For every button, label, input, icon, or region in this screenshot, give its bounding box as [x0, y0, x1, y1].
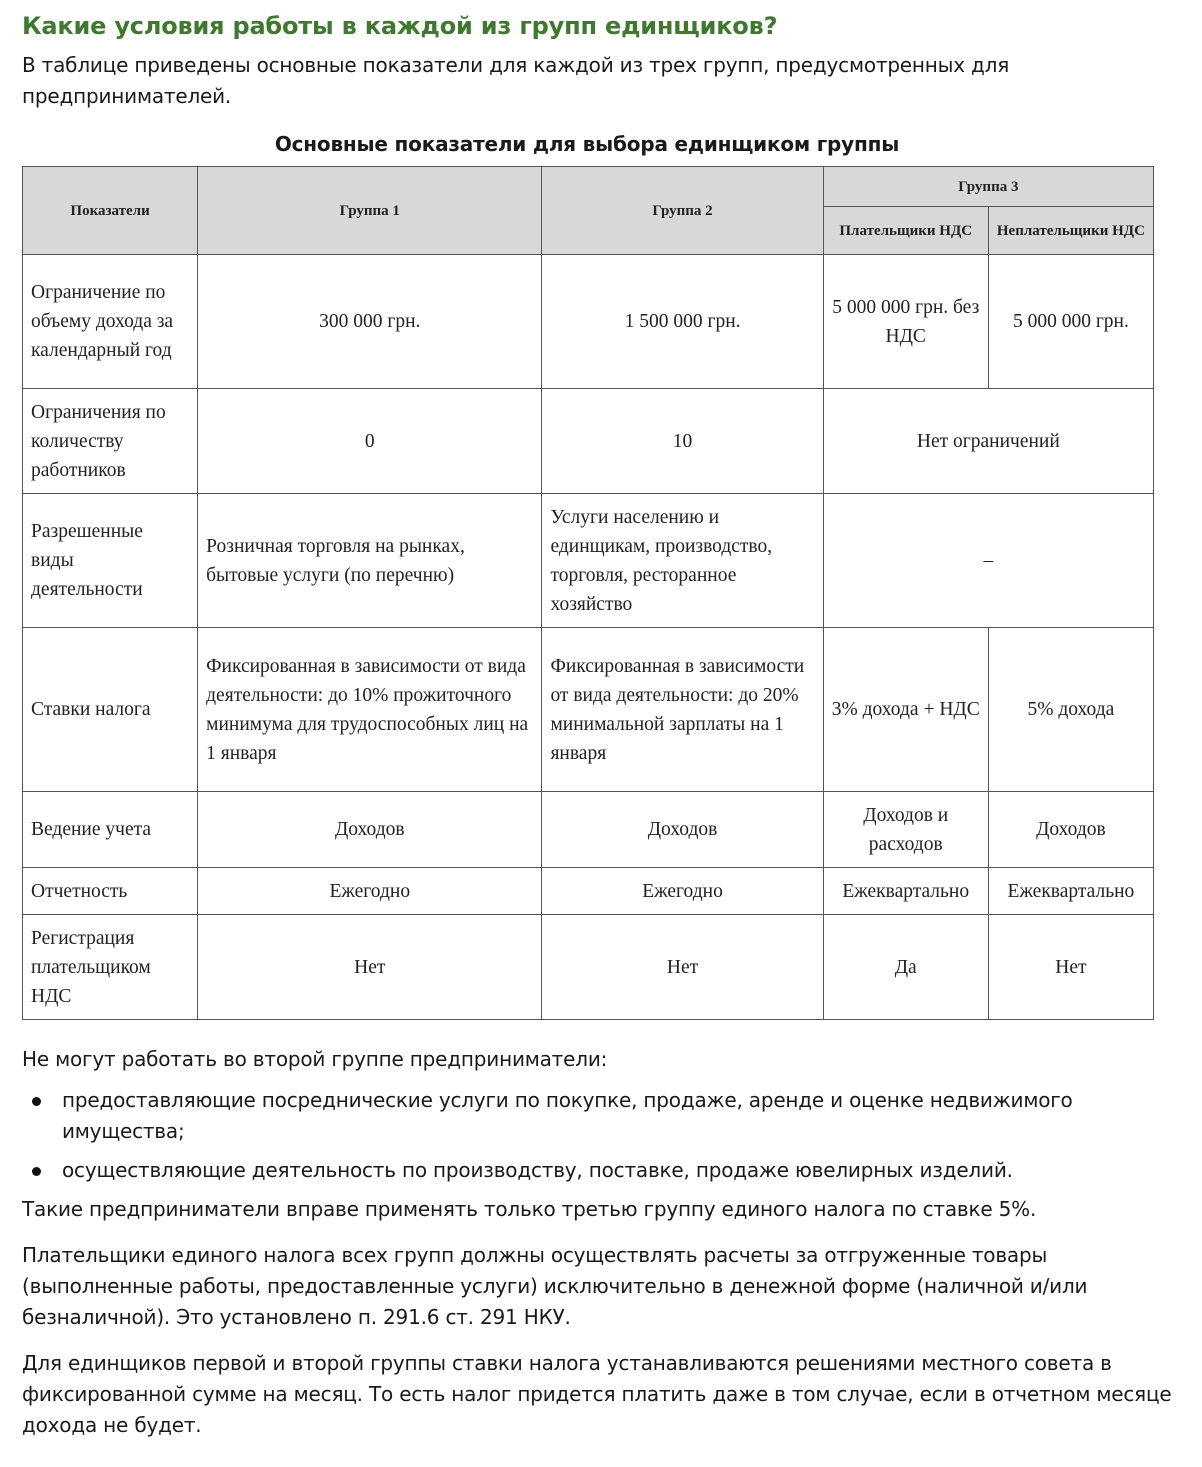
cell-group-3-non-vat: 5% дохода [988, 628, 1153, 792]
restriction-lead: Не могут работать во второй группе предприниматели: [22, 1047, 608, 1071]
row-label: Ставки налога [23, 628, 198, 792]
cell-group-3-vat: Ежеквартально [823, 868, 988, 915]
cell-group-1: Доходов [198, 792, 542, 868]
paragraph-third-group: Такие предприниматели вправе применять только третью группу единого налога по ставке 5%. [22, 1197, 1037, 1221]
after-table-text [22, 1044, 1192, 1441]
bullet-icon [32, 1167, 41, 1176]
table-row [23, 389, 1154, 494]
cell-group-2: 1 500 000 грн. [542, 255, 823, 389]
section-heading: Какие условия работы в каждой из групп единщиков? [22, 12, 778, 40]
row-label: Ведение учета [23, 792, 198, 868]
indicators-table [22, 166, 1154, 1020]
cell-group-1: Розничная торговля на рынках, бытовые услуги (по перечню) [198, 494, 542, 628]
paragraph-tax-rates: Для единщиков первой и второй группы ставки налога устанавливаются решениями местного совета в фиксированной сумме на месяц. То есть налог придется платить даже в том случае, если в отчетном месяце дохода не будет. [22, 1351, 1172, 1437]
row-label: Ограничение по объему дохода за календарный год [23, 255, 198, 389]
table-row [23, 868, 1154, 915]
cell-group-2: Фиксированная в зависимости от вида деятельности: до 20% минимальной зарплаты на 1 января [542, 628, 823, 792]
cell-group-3-vat: Доходов и расходов [823, 792, 988, 868]
list-item [22, 1155, 1192, 1186]
cell-group-3: – [823, 494, 1153, 628]
header-group-3-vat-payers: Плательщики НДС [823, 207, 988, 255]
restriction-list [22, 1085, 1192, 1186]
cell-group-3-vat: 5 000 000 грн. без НДС [823, 255, 988, 389]
header-indicators: Показатели [23, 167, 198, 255]
document [22, 8, 1192, 1441]
list-item-text: осуществляющие деятельность по производству, поставке, продаже ювелирных изделий. [62, 1158, 1013, 1182]
cell-group-3-non-vat: Доходов [988, 792, 1153, 868]
intro-paragraph: В таблице приведены основные показатели для каждой из трех групп, предусмотренных для предпринимателей. [22, 53, 1010, 108]
cell-group-3-non-vat: Ежеквартально [988, 868, 1153, 915]
row-label: Разрешенные виды деятельности [23, 494, 198, 628]
cell-group-1: 0 [198, 389, 542, 494]
table-row [23, 494, 1154, 628]
cell-group-2: Ежегодно [542, 868, 823, 915]
table-row [23, 628, 1154, 792]
cell-group-1: 300 000 грн. [198, 255, 542, 389]
paragraph-settlements: Плательщики единого налога всех групп должны осуществлять расчеты за отгруженные товары (выполненные работы, предоставленные услуги) исключительно в денежной форме (наличной и/или безналичной). Это установлено п. 291.6 ст. 291 НКУ. [22, 1243, 1088, 1329]
cell-group-1: Ежегодно [198, 868, 542, 915]
table-caption: Основные показатели для выбора единщиком группы [274, 132, 900, 156]
row-label: Отчетность [23, 868, 198, 915]
header-group-3: Группа 3 [823, 167, 1153, 207]
list-item [22, 1085, 1192, 1147]
header-group-2: Группа 2 [542, 167, 823, 255]
bullet-icon [32, 1097, 41, 1106]
table-row [23, 915, 1154, 1020]
table-row [23, 792, 1154, 868]
cell-group-1: Нет [198, 915, 542, 1020]
cell-group-2: Услуги населению и единщикам, производство, торговля, ресторанное хозяйство [542, 494, 823, 628]
list-item-text: предоставляющие посреднические услуги по покупке, продаже, аренде и оценке недвижимого имущества; [62, 1088, 1073, 1143]
cell-group-1: Фиксированная в зависимости от вида деятельности: до 10% прожиточного минимума для трудоспособных лиц на 1 января [198, 628, 542, 792]
header-group-1: Группа 1 [198, 167, 542, 255]
cell-group-3: Нет ограничений [823, 389, 1153, 494]
table-header-row [23, 167, 1154, 207]
cell-group-3-non-vat: 5 000 000 грн. [988, 255, 1153, 389]
cell-group-2: 10 [542, 389, 823, 494]
cell-group-3-vat: 3% дохода + НДС [823, 628, 988, 792]
table-row [23, 255, 1154, 389]
row-label: Ограничения по количеству работников [23, 389, 198, 494]
header-group-3-non-vat-payers: Неплательщики НДС [988, 207, 1153, 255]
cell-group-2: Нет [542, 915, 823, 1020]
cell-group-2: Доходов [542, 792, 823, 868]
row-label: Регистрация плательщиком НДС [23, 915, 198, 1020]
cell-group-3-vat: Да [823, 915, 988, 1020]
cell-group-3-non-vat: Нет [988, 915, 1153, 1020]
